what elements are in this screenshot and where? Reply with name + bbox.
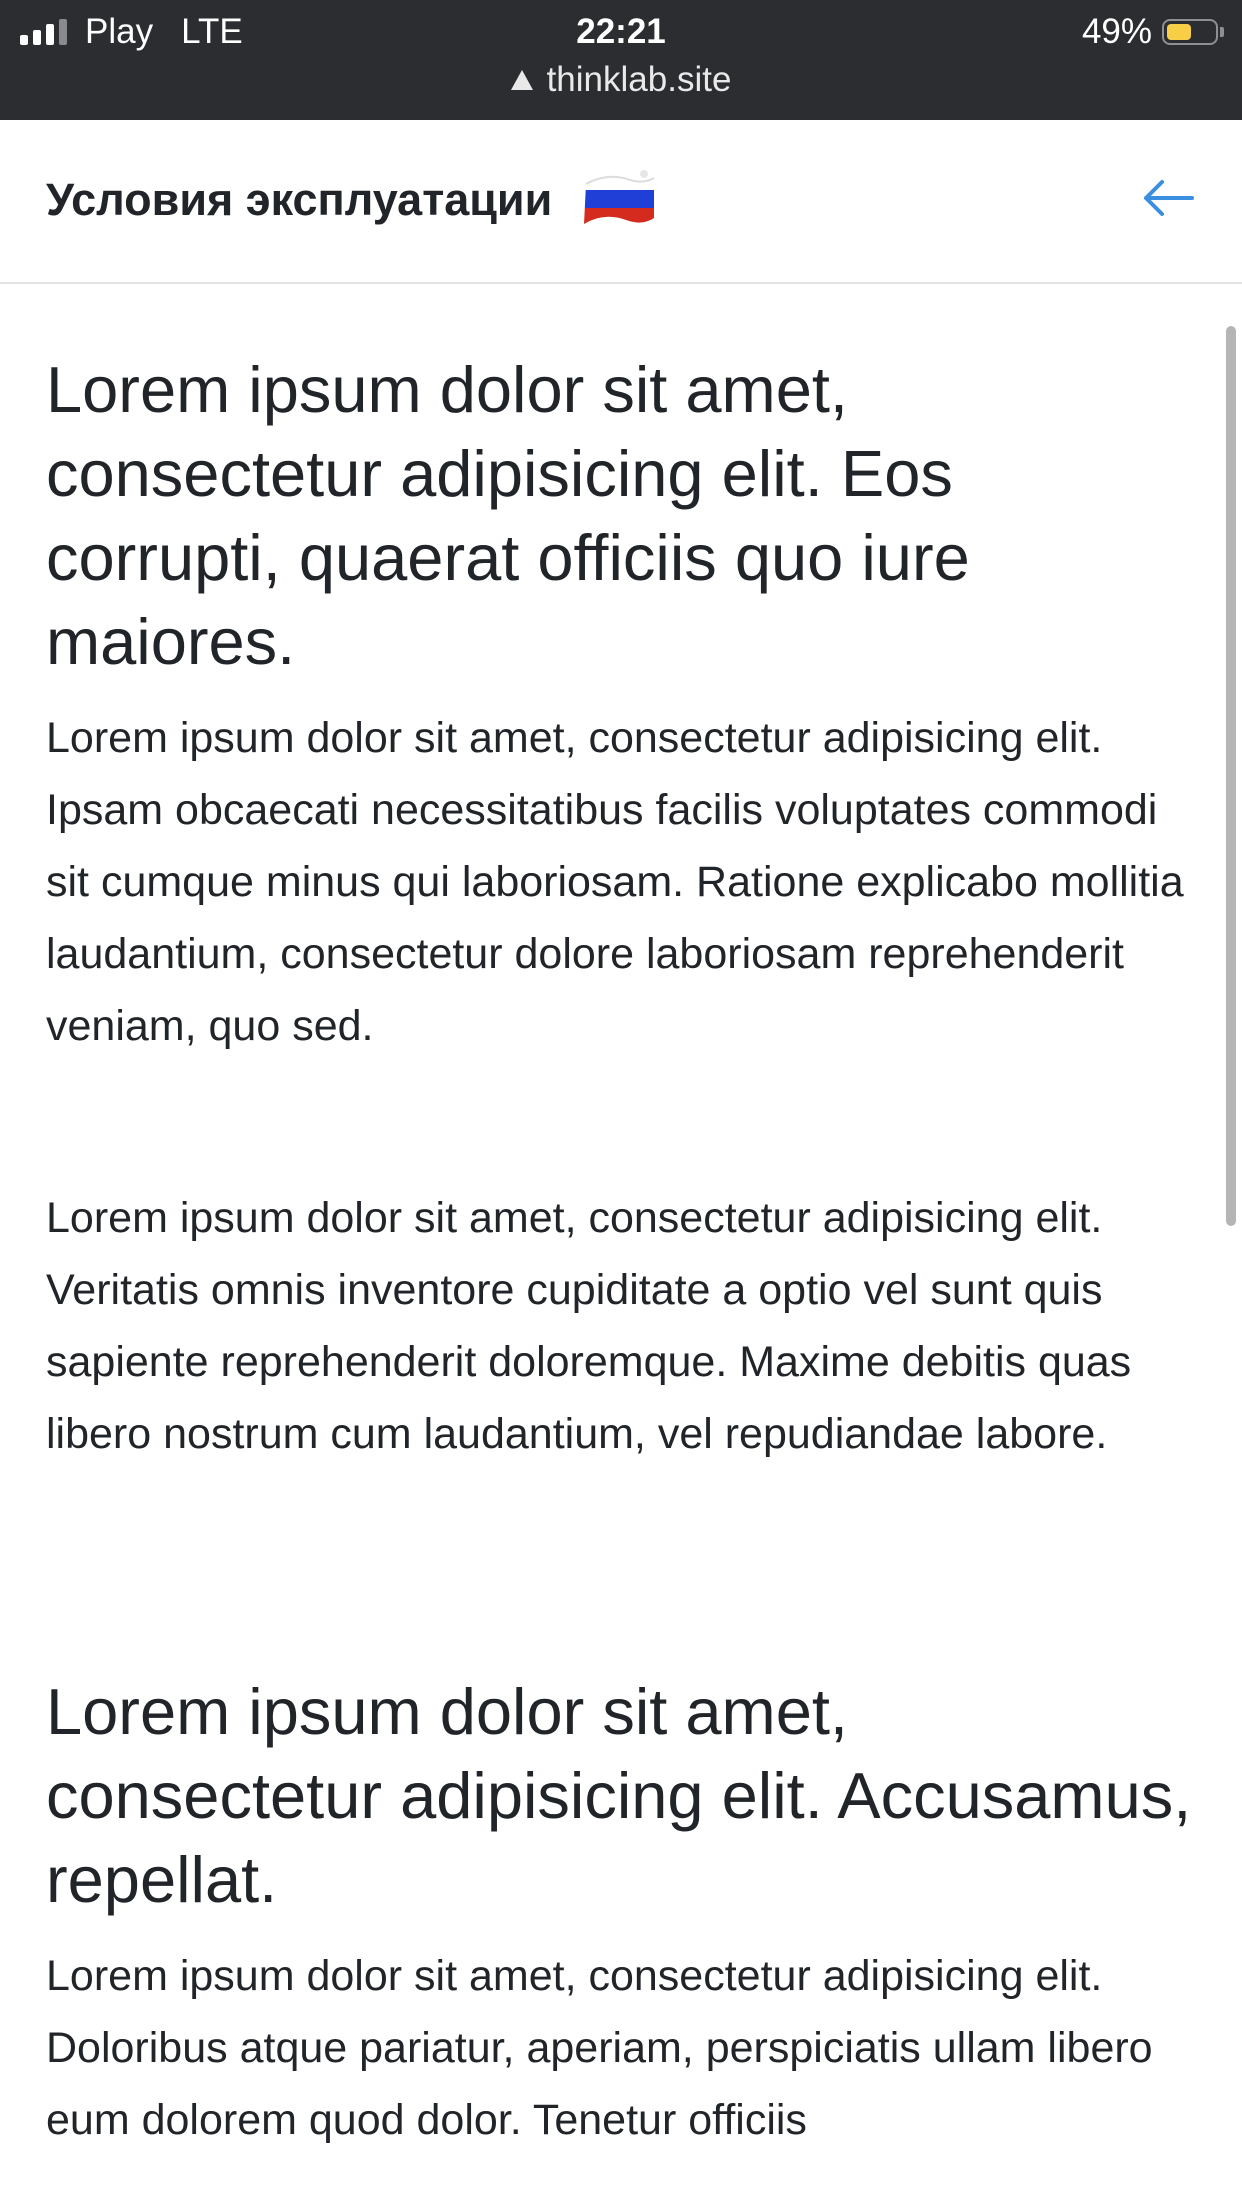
section-heading: Lorem ipsum dolor sit amet, consectetur adipisicing elit. Eos corrupti, quaerat officiis quo iure maiores. <box>46 353 970 678</box>
paragraph: Lorem ipsum dolor sit amet, consectetur adipisicing elit. Ipsam obcaecati necessitatibus facilis voluptates commodi sit cumque minus qui laboriosam. Ratione explicabo mollitia laudantium, consectetur dolore laboriosam reprehenderit veniam, quo sed. <box>46 714 1184 1050</box>
section-heading: Lorem ipsum dolor sit amet, consectetur adipisicing elit. Accusamus, repellat. <box>46 1675 1192 1916</box>
main-content <box>46 348 1196 2156</box>
page-title: Условия эксплуатации <box>46 174 553 225</box>
battery-percent: 49% <box>1081 12 1152 51</box>
status-right <box>1082 10 1224 54</box>
scrollbar[interactable] <box>1226 326 1236 1226</box>
status-bar <box>0 0 1242 120</box>
paragraph: Lorem ipsum dolor sit amet, consectetur adipisicing elit. Doloribus atque pariatur, aperiam, perspiciatis ullam libero eum dolorem quod dolor. Tenetur officiis <box>46 1952 1153 2144</box>
warning-icon <box>511 70 533 90</box>
back-arrow-icon[interactable] <box>1140 176 1196 220</box>
url-text[interactable]: thinklab.site <box>546 60 732 99</box>
network-type: LTE <box>181 12 243 51</box>
russia-flag-icon <box>578 164 658 236</box>
status-time: 22:21 <box>576 12 666 51</box>
carrier-name: Play <box>85 12 154 51</box>
battery-icon <box>1162 19 1218 45</box>
battery-tip <box>1220 27 1224 37</box>
page-header <box>0 120 1242 284</box>
paragraph: Lorem ipsum dolor sit amet, consectetur adipisicing elit. Veritatis omnis inventore cupiditate a optio vel sunt quis sapiente reprehenderit doloremque. Maxime debitis quas libero nostrum cum laudantium, vel repudiandae labore. <box>46 1194 1132 1458</box>
address-bar[interactable] <box>0 58 1242 102</box>
battery-fill <box>1167 24 1191 40</box>
